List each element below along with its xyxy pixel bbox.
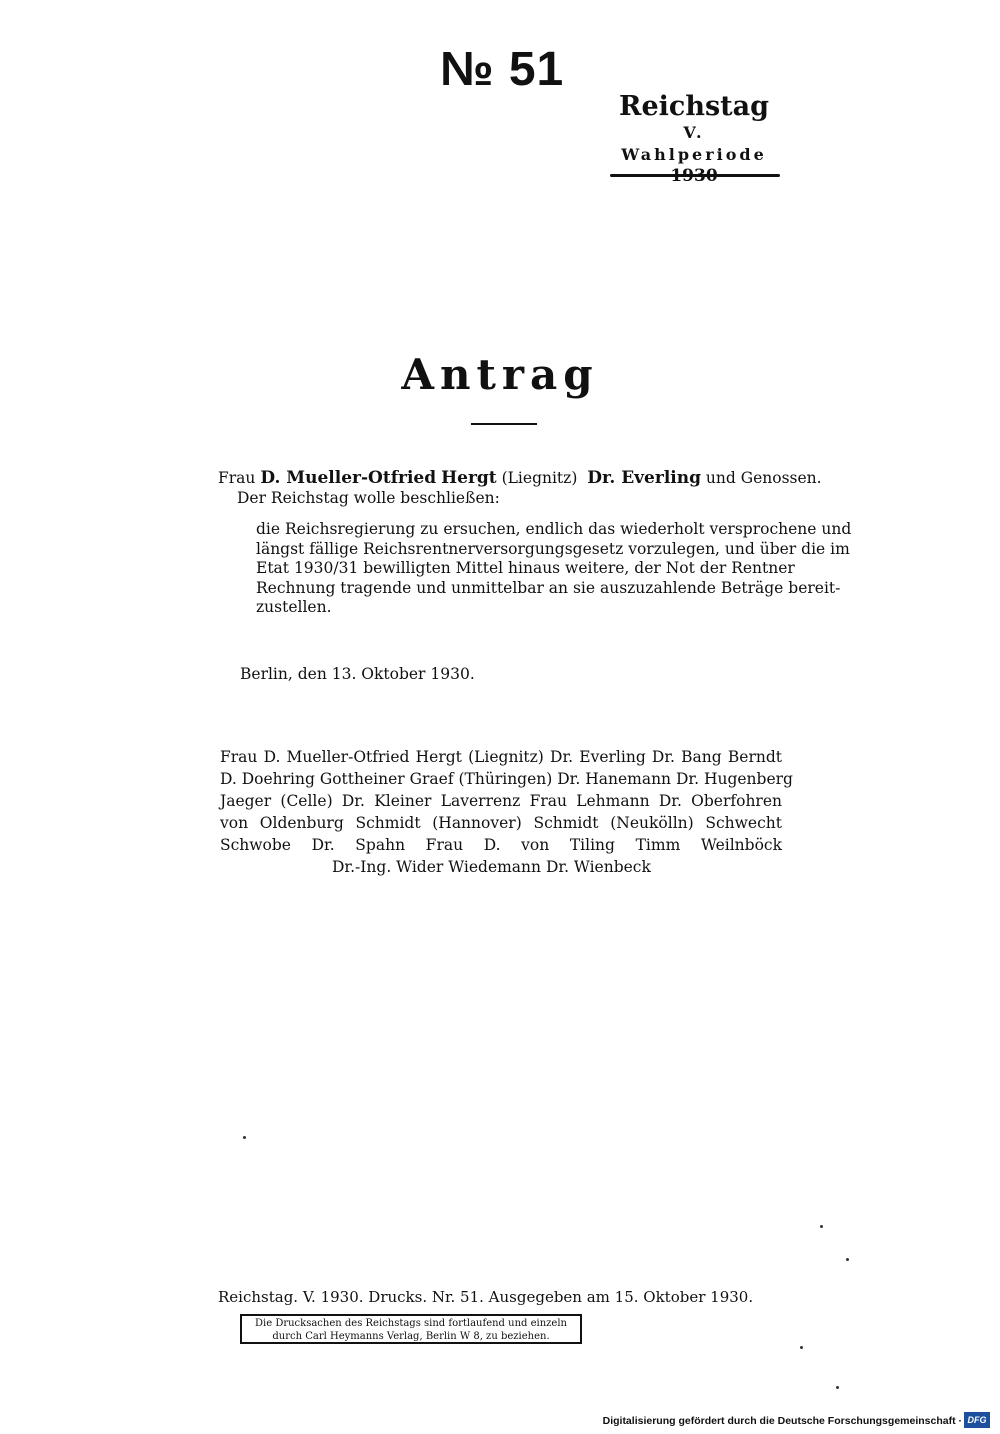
sponsor-name-1: D. Mueller-Otfried [260,468,437,488]
signatory-line: Schwobe Dr. Spahn Frau D. von Tiling Timm Weilnböck [220,836,782,854]
publication-footer: Reichstag. V. 1930. Drucks. Nr. 51. Ausgegeben am 15. Oktober 1930. [218,1288,754,1306]
sponsor-place: (Liegnitz) [501,469,578,487]
motion-line: die Reichsregierung zu ersuchen, endlich das wiederholt versprochene und [256,520,852,538]
page-title: Antrag [401,350,599,399]
resolve-line: Der Reichstag wolle beschließen: [237,489,500,507]
title-divider [471,423,537,425]
scan-speck [820,1225,823,1228]
signatory-line: Jaeger (Celle) Dr. Kleiner Laverrenz Frau Lehmann Dr. Oberfohren [220,792,782,810]
motion-sponsors-line [218,468,822,488]
signatory-line: Frau D. Mueller-Otfried Hergt (Liegnitz) Dr. Everling Dr. Bang Berndt [220,748,782,766]
scan-speck [846,1258,849,1261]
distribution-notice-line: durch Carl Heymanns Verlag, Berlin W 8, zu beziehen. [272,1331,550,1342]
signatory-line: Dr.-Ing. Wider Wiedemann Dr. Wienbeck [332,858,651,876]
scan-speck [836,1386,839,1389]
header-divider [610,174,780,177]
sponsor-name-3: Dr. Everling [587,468,701,488]
signatory-line: D. Doehring Gottheiner Graef (Thüringen) Dr. Hanemann Dr. Hugenberg [220,770,793,788]
distribution-notice-box [240,1314,582,1344]
legislative-period: V. Wahlperiode [621,123,767,164]
motion-line: längst fällige Reichsrentnerversorgungsgesetz vorzulegen, und über die im [256,539,850,558]
document-number: № 51 [440,43,565,96]
sponsor-suffix: und Genossen. [705,469,822,487]
scan-speck [243,1136,246,1139]
signatories-list [220,746,793,878]
motion-line: zustellen. [256,598,332,616]
date-line: Berlin, den 13. Oktober 1930. [240,665,475,683]
distribution-notice-line: Die Drucksachen des Reichstags sind fortlaufend und einzeln [255,1318,567,1329]
sponsor-name-2: Hergt [441,468,497,488]
header-block [608,92,780,186]
digitization-credit: Digitalisierung gefördert durch die Deutsche Forschungsgemeinschaft · [602,1415,962,1427]
motion-line: Rechnung tragende und unmittelbar an sie auszuzahlende Beträge bereit- [256,578,841,597]
sponsor-prefix: Frau [218,469,256,487]
signatory-line: von Oldenburg Schmidt (Hannover) Schmidt (Neukölln) Schwecht [220,814,782,832]
institution-name: Reichstag [619,91,769,122]
motion-line: Etat 1930/31 bewilligten Mittel hinaus weitere, der Not der Rentner [256,559,795,577]
motion-text [256,520,852,618]
dfg-logo-icon: DFG [964,1412,990,1428]
scan-speck [800,1346,803,1349]
